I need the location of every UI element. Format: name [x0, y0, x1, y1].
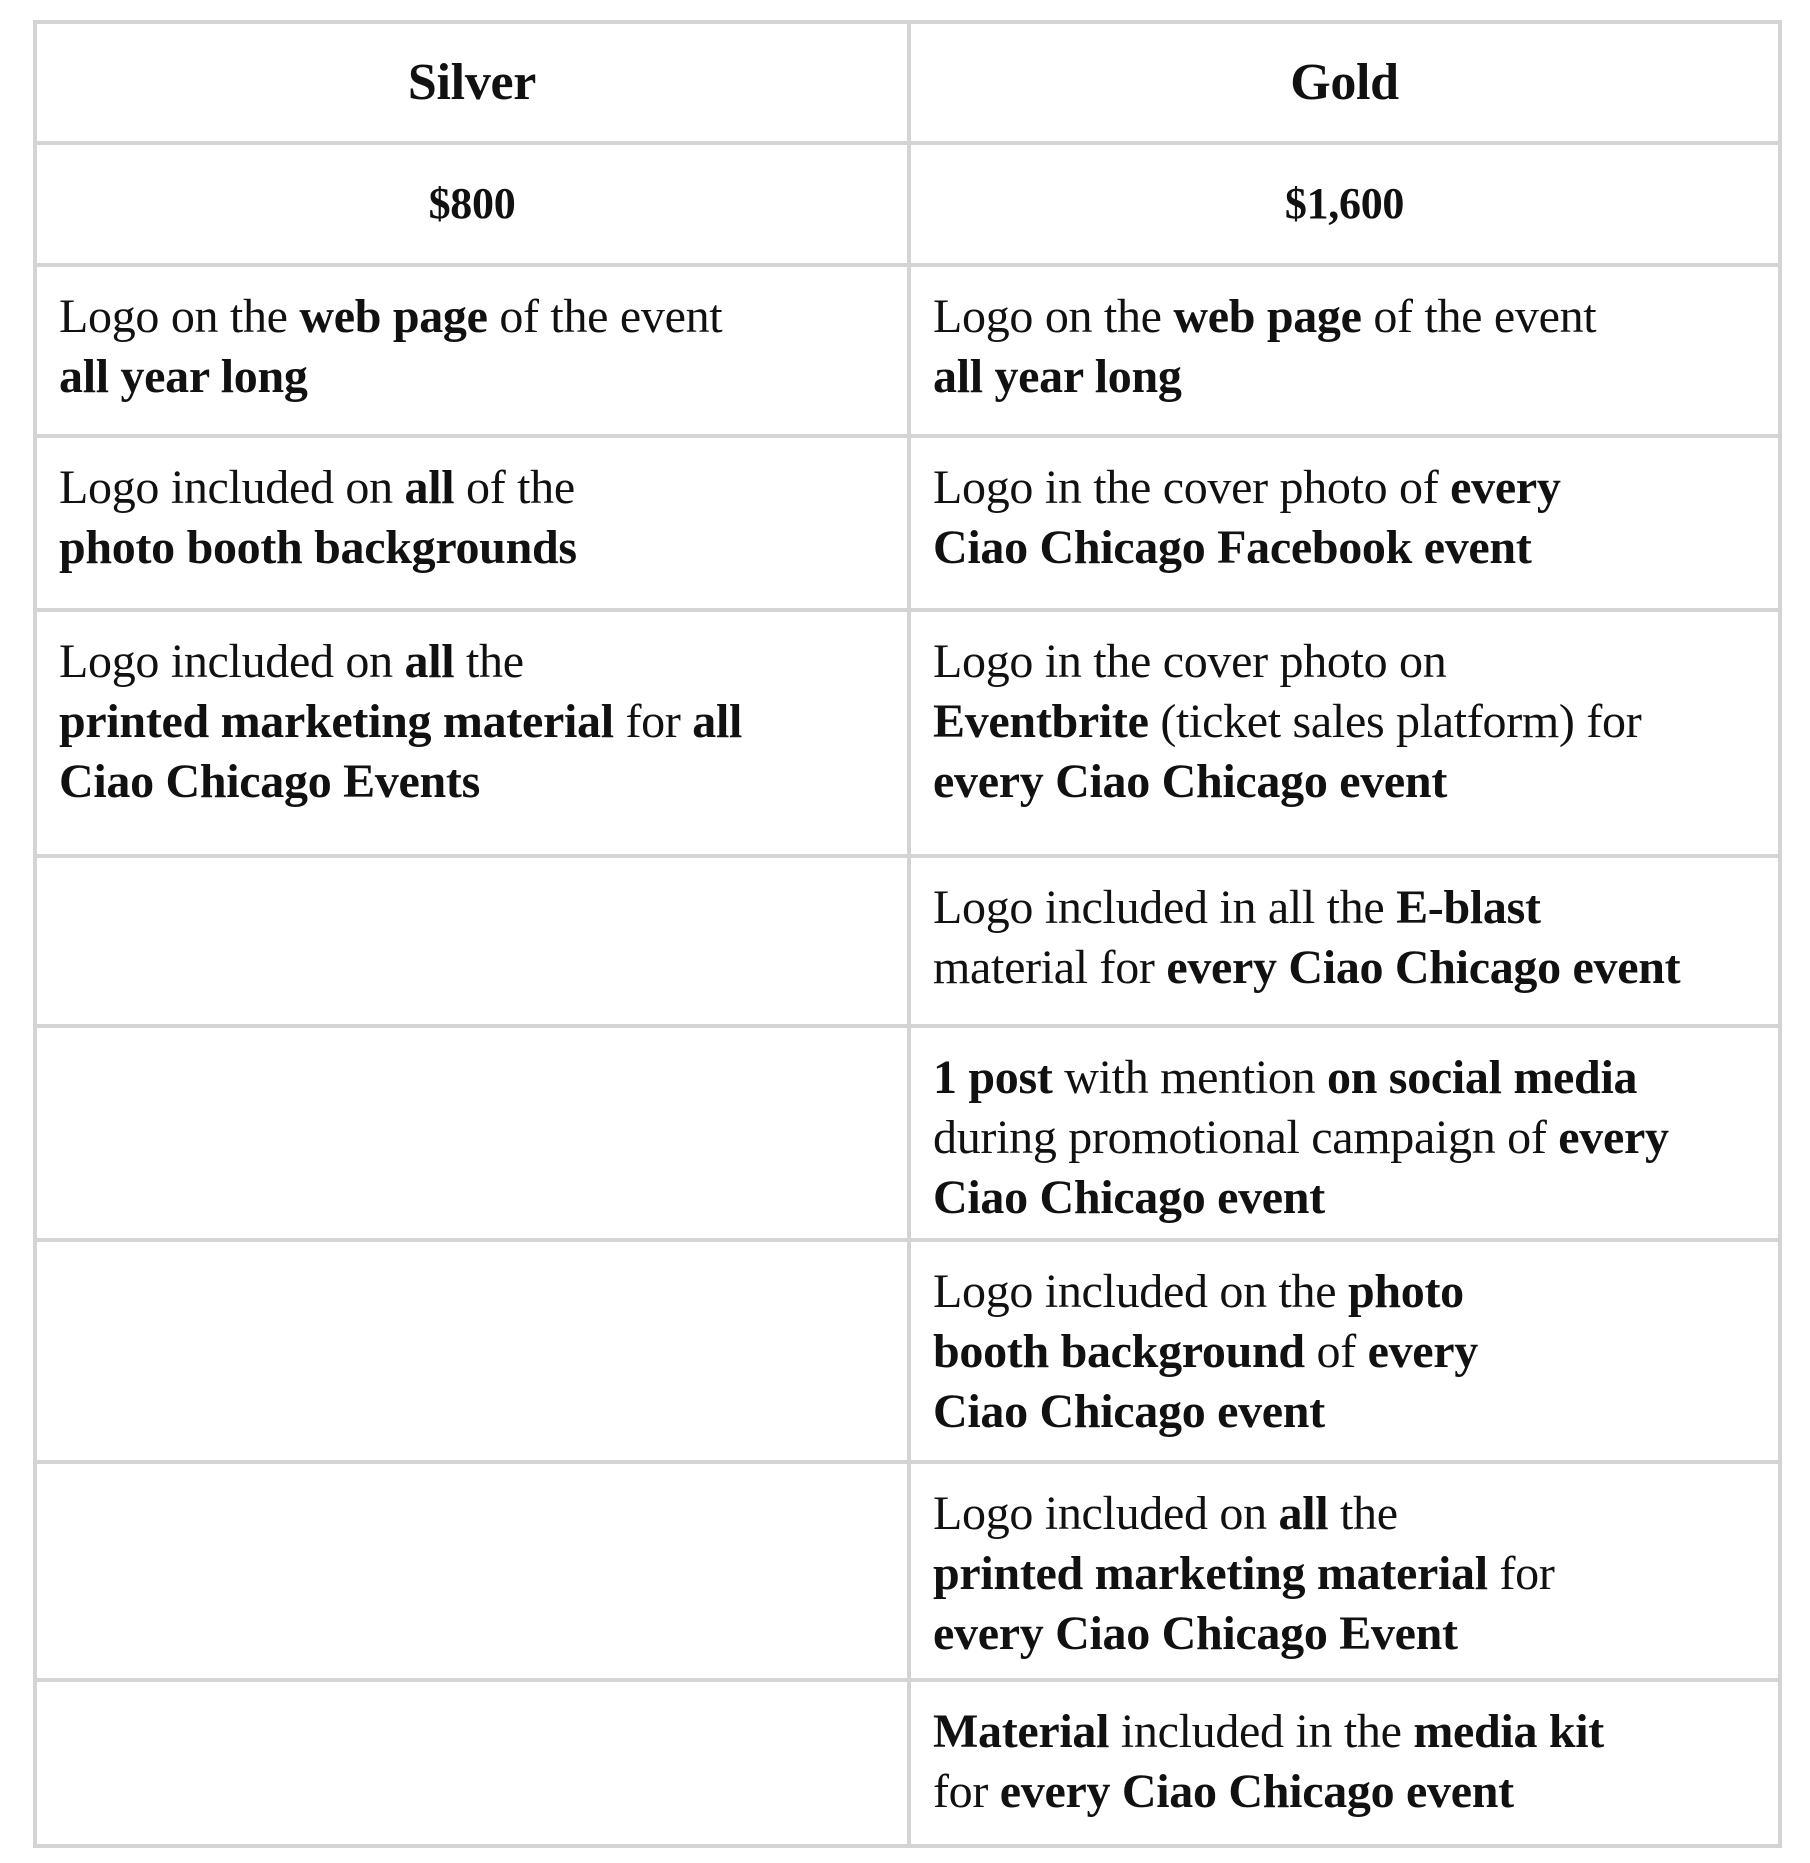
benefit-text: of the	[454, 461, 575, 514]
benefit-cell-gold	[909, 1240, 1780, 1462]
benefit-text-bold: printed marketing material	[59, 695, 614, 748]
benefit-text-bold: all	[404, 635, 455, 688]
benefit-text: Logo included on	[59, 461, 405, 514]
sponsorship-tier-table	[33, 20, 1782, 1848]
benefit-text: Logo included on the	[933, 1265, 1348, 1318]
benefit-text-bold: media kit	[1413, 1705, 1604, 1758]
benefit-text: material for	[933, 941, 1167, 994]
benefit-text-bold: photo	[1347, 1265, 1464, 1318]
price-silver: $800	[35, 143, 909, 265]
benefit-text: Logo on the	[933, 290, 1174, 343]
benefit-text-bold: booth background	[933, 1325, 1305, 1378]
benefit-line	[59, 518, 885, 578]
benefit-cell-gold	[909, 436, 1780, 610]
benefit-cell-gold	[909, 1462, 1780, 1680]
benefit-text: the	[454, 635, 524, 688]
benefit-text-bold: all	[1278, 1487, 1329, 1540]
benefit-text: for	[933, 1765, 1000, 1818]
feature-row	[35, 610, 1780, 856]
benefit-text-bold: Ciao Chicago Facebook event	[933, 521, 1532, 574]
benefit-text-bold: all year long	[933, 350, 1182, 403]
benefit-cell-silver	[35, 265, 909, 436]
benefit-line	[59, 458, 885, 518]
benefit-text: during promotional campaign of	[933, 1111, 1559, 1164]
benefit-text: Logo included on	[933, 1487, 1279, 1540]
benefit-cell-gold	[909, 265, 1780, 436]
benefit-line	[933, 692, 1756, 752]
feature-row	[35, 1240, 1780, 1462]
benefit-cell-gold	[909, 856, 1780, 1026]
feature-row	[35, 436, 1780, 610]
benefit-text-bold: Ciao Chicago event	[933, 1385, 1325, 1438]
benefit-line	[59, 692, 885, 752]
benefit-cell-gold	[909, 1680, 1780, 1846]
benefit-text-bold: all	[692, 695, 743, 748]
benefit-line	[933, 1382, 1756, 1442]
benefit-line	[933, 347, 1756, 407]
benefit-text: Logo in the cover photo on	[933, 635, 1447, 688]
benefit-text: with mention	[1052, 1051, 1328, 1104]
benefit-line	[933, 1262, 1756, 1322]
benefit-line	[933, 1702, 1756, 1762]
benefit-text-bold: Material	[933, 1705, 1110, 1758]
benefit-cell-gold	[909, 1026, 1780, 1240]
benefit-line	[933, 1544, 1756, 1604]
benefit-text-bold: every Ciao Chicago event	[999, 1765, 1514, 1818]
header-gold: Gold	[909, 22, 1780, 143]
benefit-text-bold: printed marketing material	[933, 1547, 1488, 1600]
feature-row	[35, 265, 1780, 436]
benefit-cell-silver	[35, 856, 909, 1026]
benefit-line	[933, 938, 1756, 998]
benefit-text: (ticket sales platform) for	[1148, 695, 1642, 748]
benefit-line	[933, 458, 1756, 518]
benefit-line	[59, 287, 885, 347]
header-row	[35, 22, 1780, 143]
benefit-line	[933, 632, 1756, 692]
benefit-cell-silver	[35, 1026, 909, 1240]
benefit-line	[933, 1762, 1756, 1822]
benefit-text-bold: every	[1367, 1325, 1479, 1378]
feature-row	[35, 1462, 1780, 1680]
benefit-text: included in the	[1109, 1705, 1414, 1758]
table-body	[35, 22, 1780, 1846]
benefit-text-bold: every Ciao Chicago event	[933, 755, 1448, 808]
feature-row	[35, 1680, 1780, 1846]
benefit-line	[933, 1168, 1756, 1228]
benefit-text-bold: Eventbrite	[933, 695, 1149, 748]
benefit-line	[933, 1484, 1756, 1544]
benefit-text: Logo in the cover photo of	[933, 461, 1451, 514]
benefit-line	[933, 518, 1756, 578]
feature-row	[35, 1026, 1780, 1240]
benefit-line	[933, 1048, 1756, 1108]
benefit-text-bold: all	[404, 461, 455, 514]
benefit-text: of	[1304, 1325, 1368, 1378]
benefit-text: Logo on the	[59, 290, 300, 343]
benefit-text: Logo included on	[59, 635, 405, 688]
benefit-text-bold: photo booth backgrounds	[59, 521, 577, 574]
price-gold: $1,600	[909, 143, 1780, 265]
benefit-line	[933, 1108, 1756, 1168]
benefit-text-bold: Ciao Chicago event	[933, 1171, 1325, 1224]
benefit-text-bold: 1 post	[933, 1051, 1053, 1104]
benefit-line	[59, 347, 885, 407]
benefit-line	[933, 1604, 1756, 1664]
benefit-text: the	[1328, 1487, 1398, 1540]
benefit-line	[933, 1322, 1756, 1382]
benefit-text: of the event	[1361, 290, 1597, 343]
benefit-text: Logo included in all the	[933, 881, 1397, 934]
benefit-cell-gold	[909, 610, 1780, 856]
benefit-cell-silver	[35, 610, 909, 856]
benefit-line	[933, 287, 1756, 347]
benefit-text-bold: every	[1558, 1111, 1669, 1164]
benefit-text-bold: web page	[1173, 290, 1362, 343]
benefit-line	[59, 752, 885, 812]
header-silver: Silver	[35, 22, 909, 143]
benefit-text: of the event	[487, 290, 723, 343]
benefit-text-bold: all year long	[59, 350, 308, 403]
benefit-text-bold: every	[1450, 461, 1561, 514]
benefit-cell-silver	[35, 1462, 909, 1680]
benefit-text-bold: Ciao Chicago Events	[59, 755, 480, 808]
benefit-cell-silver	[35, 1680, 909, 1846]
benefit-line	[59, 632, 885, 692]
benefit-line	[933, 752, 1756, 812]
feature-row	[35, 856, 1780, 1026]
benefit-text-bold: every Ciao Chicago Event	[933, 1607, 1458, 1660]
benefit-text-bold: on social media	[1327, 1051, 1638, 1104]
benefit-text: for	[1487, 1547, 1555, 1600]
benefit-text-bold: every Ciao Chicago event	[1166, 941, 1681, 994]
benefit-text-bold: web page	[299, 290, 488, 343]
benefit-text-bold: E-blast	[1396, 881, 1541, 934]
benefit-text: for	[613, 695, 693, 748]
benefit-cell-silver	[35, 1240, 909, 1462]
benefit-line	[933, 878, 1756, 938]
benefit-cell-silver	[35, 436, 909, 610]
price-row	[35, 143, 1780, 265]
